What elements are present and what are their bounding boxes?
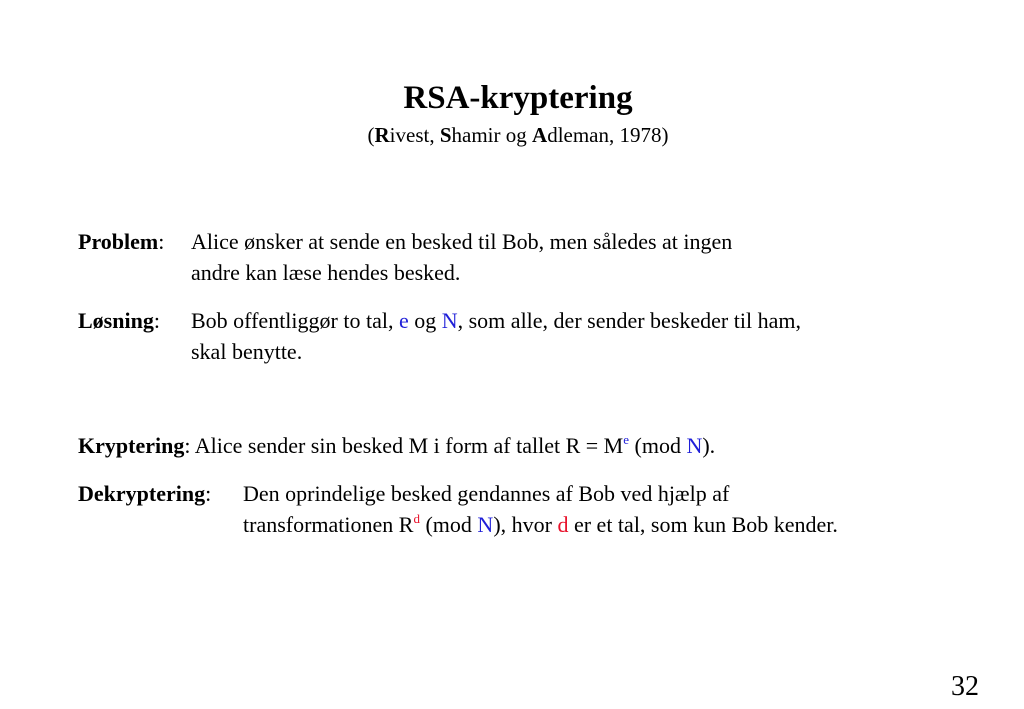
subtitle-rivest: ivest, bbox=[389, 123, 440, 147]
decryption-line-2 bbox=[243, 510, 838, 540]
decryption-exponent-d: d bbox=[413, 511, 420, 526]
solution-label-text: Løsning bbox=[78, 308, 154, 333]
encryption-close: ). bbox=[702, 433, 716, 458]
private-key-d: d bbox=[557, 512, 569, 537]
decryption-text-post: er et tal, som kun Bob kender. bbox=[568, 512, 838, 537]
encryption-mod-open: (mod bbox=[629, 433, 687, 458]
problem-colon: : bbox=[158, 229, 165, 254]
slide-title: RSA-kryptering bbox=[403, 80, 633, 116]
solution-line-2: skal benytte. bbox=[191, 339, 303, 364]
solution-text-post: , som alle, der sender beskeder til ham, bbox=[457, 308, 801, 333]
public-exponent-e: e bbox=[398, 308, 409, 333]
encryption-label: Kryptering bbox=[78, 433, 185, 458]
decryption-line-1: Den oprindelige besked gendannes af Bob ved hjælp af bbox=[243, 481, 730, 506]
page-number: 32 bbox=[951, 671, 979, 702]
solution-text-pre: Bob offentliggør to tal, bbox=[191, 308, 399, 333]
solution-colon: : bbox=[153, 308, 160, 333]
encryption-modulus-n: N bbox=[686, 433, 703, 458]
solution-text-og: og bbox=[408, 308, 442, 333]
decryption-colon: : bbox=[205, 481, 212, 506]
solution-line-1 bbox=[191, 306, 801, 336]
decryption-text-pre: transformationen R bbox=[243, 512, 414, 537]
subtitle-adleman: dleman, 1978) bbox=[547, 123, 669, 147]
subtitle-open: ( bbox=[367, 123, 375, 147]
subtitle-initial-s: S bbox=[439, 123, 452, 147]
subtitle-shamir: hamir og bbox=[451, 123, 533, 147]
decryption-label bbox=[78, 479, 211, 509]
decryption-mid: ), hvor bbox=[493, 512, 558, 537]
encryption-text: Alice sender sin besked M i form af tallet R = M bbox=[190, 433, 624, 458]
problem-label bbox=[78, 227, 164, 257]
problem-label-text: Problem bbox=[78, 229, 159, 254]
subtitle-initial-r: R bbox=[374, 123, 390, 147]
encryption-colon: : bbox=[184, 433, 191, 458]
decryption-modulus-n: N bbox=[477, 512, 494, 537]
solution-label bbox=[78, 306, 160, 336]
encryption-exponent-e: e bbox=[623, 432, 629, 447]
public-modulus-n: N bbox=[441, 308, 458, 333]
slide-subtitle bbox=[0, 122, 1024, 148]
problem-line-2: andre kan læse hendes besked. bbox=[191, 260, 461, 285]
problem-line-1: Alice ønsker at sende en besked til Bob, men således at ingen bbox=[191, 229, 733, 254]
decryption-mod-open: (mod bbox=[419, 512, 478, 537]
encryption-line bbox=[78, 431, 715, 461]
decryption-label-text: Dekryptering bbox=[78, 481, 206, 506]
subtitle-initial-a: A bbox=[532, 123, 548, 147]
